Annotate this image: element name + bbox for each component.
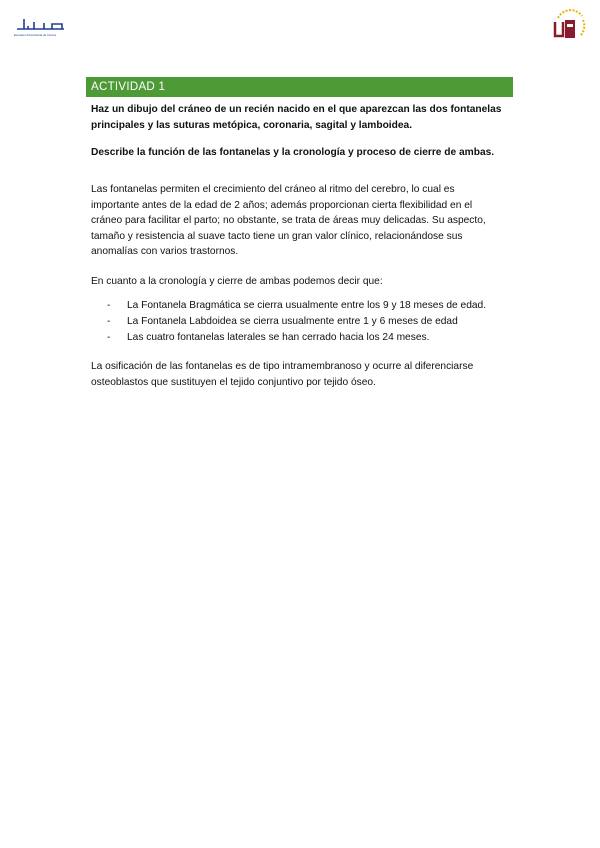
school-logo-caption: Escuela Universitaria de Osuna (14, 33, 57, 37)
closure-list (91, 298, 511, 346)
activity-title-banner: ACTIVIDAD 1 (86, 77, 513, 97)
school-logo (14, 14, 68, 38)
university-seal-logo (552, 6, 588, 42)
list-item (91, 314, 511, 330)
bullet-dash: - (107, 300, 111, 311)
bullet-dash: - (107, 316, 111, 327)
paragraph-function: Las fontanelas permiten el crecimiento del cráneo al ritmo del cerebro, lo cual es importante antes de la edad de 2 años; además proporcionan cierta flexibilidad en el cráneo para facilitar el parto; no obstante, se trata de áreas muy delicadas. Su aspecto, tamaño y resistencia al suave tacto tiene un gran valor clínico, relacionándose sus anomalías con varios trastornos. (91, 184, 486, 257)
list-item-text: La Fontanela Labdoidea se cierra usualmente entre 1 y 6 meses de edad (127, 316, 458, 327)
list-item-text: Las cuatro fontanelas laterales se han cerrado hacia los 24 meses. (127, 332, 430, 343)
prompt-1: Haz un dibujo del cráneo de un recién nacido en el que aparezcan las dos fontanelas principales y las suturas metópica, coronaria, sagital y lamboidea. (91, 104, 502, 131)
list-item-text: La Fontanela Bragmática se cierra usualmente entre los 9 y 18 meses de edad. (127, 300, 487, 311)
list-item (91, 330, 511, 346)
bullet-dash: - (107, 332, 111, 343)
paragraph-ossification: La osificación de las fontanelas es de tipo intramembranoso y ocurre al diferenciarse osteoblastos que sustituyen el tejido conjuntivo por tejido óseo. (91, 361, 474, 388)
list-item (91, 298, 511, 314)
prompt-2: Describe la función de las fontanelas y la cronología y proceso de cierre de ambas. (91, 147, 495, 158)
paragraph-chronology-intro: En cuanto a la cronología y cierre de ambas podemos decir que: (91, 276, 383, 287)
